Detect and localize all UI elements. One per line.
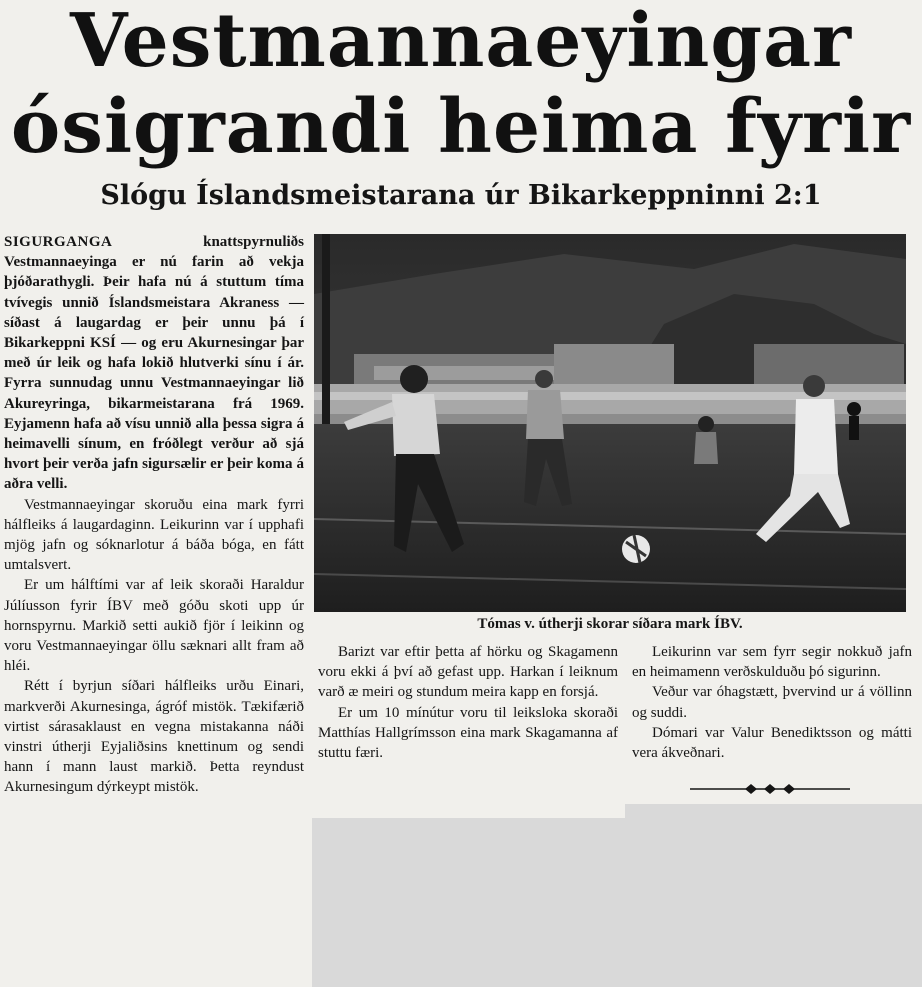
match-photo	[314, 234, 906, 612]
article-paragraph: Vestmannaeyingar skoruðu eina mark fyrri hálfleiks á laugardaginn. Leikurinn var í upphafi mjög jafn og sóknarlotur á báða bóga, en fátt umtalsvert.	[4, 496, 304, 574]
photo-caption: Tómas v. útherji skorar síðara mark ÍBV.	[477, 616, 743, 632]
lead-paragraph-text: knattspyrnuliðs Vestmannaeyinga er nú farin að vekja þjóðarathygli. Þeir hafa nú á stuttum tíma tvívegis unnið Íslandsmeistara Akraness — síðast á laugardag er þeir unnu þá í Bikarkeppni KSÍ — og eru Akurnesingar þar með úr leik og hafa lokið hlutverki sínu í ár. Fyrra sunnudag unnu Vestmannaeyingar lið Akureyringa, bikarmeistarana frá 1969. Eyjamenn hafa að vísu unnið alla þessa sigra á heimavelli sínum, en fróðlegt verður að sjá hvort þeir verða jafn sigursælir er þeir koma á aðra velli.	[4, 234, 304, 493]
subheadline: Slógu Íslandsmeistarana úr Bikarkeppninni 2:1	[100, 180, 822, 211]
article-paragraph: Er um hálftími var af leik skoraði Haraldur Júlíusson fyrir ÍBV með góðu skoti upp úr hornspyrnu. Markið setti aukið fjör í leikinn og voru Vestmannaeyingar öllu sæknari allt fram að hléi.	[4, 577, 304, 675]
article-column-right	[632, 642, 912, 763]
article-paragraph: Dómari var Valur Benediktsson og mátti vera ákveðnari.	[632, 724, 912, 762]
lead-word: SIGURGANGA	[4, 234, 113, 250]
headline-line-2: ósigrandi heima fyrir	[10, 84, 912, 170]
end-of-article-ornament	[690, 782, 850, 796]
article-paragraph: Rétt í byrjun síðari hálfleiks urðu Einari, markverði Akurnesinga, ágróf mistök. Tækifærið virtist sárasaklaust en vegna mistakanna náði vinstri útherji Eyjaliðsins knettinum og sendi hann í mann laust markið. Þetta reyndust Akurnesingum dýrkeypt mistök.	[4, 678, 304, 796]
article-paragraph: Veður var óhagstætt, þvervind ur á völlinn og suddi.	[632, 684, 912, 721]
article-column-left	[4, 232, 304, 798]
match-photo-image	[314, 234, 906, 612]
article-paragraph-lead	[4, 232, 304, 495]
article-column-middle	[318, 642, 618, 763]
article-paragraph: Er um 10 mínútur voru til leiksloka skoraði Matthías Hallgrímsson eina mark Skagamanna af stuttu færi.	[318, 704, 618, 762]
headline-line-1: Vestmannaeyingar	[69, 0, 852, 84]
article-paragraph: Barizt var eftir þetta af hörku og Skagamenn voru ekki á því að gefast upp. Harkan í leiknum varð æ meiri og stundum meira kapp en forsjá.	[318, 644, 618, 701]
article-paragraph: Leikurinn var sem fyrr segir nokkuð jafn en heimamenn verðskulduðu þó sigurinn.	[632, 644, 912, 681]
